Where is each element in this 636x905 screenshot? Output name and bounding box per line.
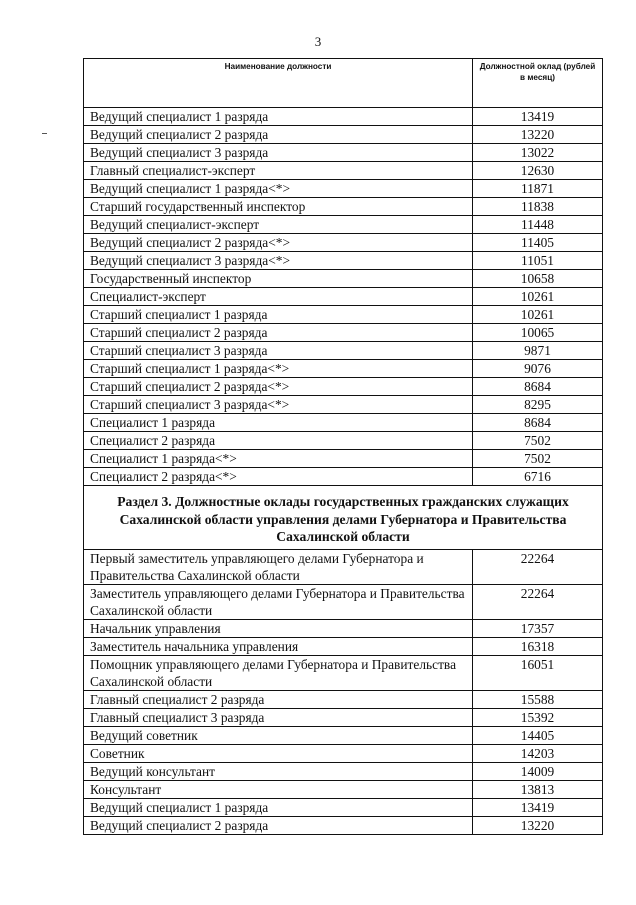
- table-row: [84, 780, 603, 798]
- table-row: [84, 637, 603, 655]
- position-name: Главный специалист-эксперт: [84, 162, 473, 180]
- salary-value: 11838: [473, 198, 603, 216]
- section-3-title: Раздел 3. Должностные оклады государственных гражданских служащих Сахалинской области управления делами Губернатора и Правительства Сахалинской области: [84, 486, 603, 550]
- position-name: Специалист-эксперт: [84, 288, 473, 306]
- position-name: Ведущий специалист 3 разряда: [84, 144, 473, 162]
- table-row: [84, 619, 603, 637]
- position-name: Главный специалист 3 разряда: [84, 708, 473, 726]
- salary-value: 9871: [473, 342, 603, 360]
- salary-value: 15392: [473, 708, 603, 726]
- table-row: [84, 744, 603, 762]
- position-name: Первый заместитель управляющего делами Губернатора и Правительства Сахалинской области: [84, 549, 473, 584]
- table-row: [84, 144, 603, 162]
- position-name: Ведущий советник: [84, 726, 473, 744]
- salary-value: 13419: [473, 798, 603, 816]
- position-name: Старший специалист 2 разряда<*>: [84, 378, 473, 396]
- salary-value: 16318: [473, 637, 603, 655]
- position-name: Специалист 1 разряда<*>: [84, 450, 473, 468]
- salary-value: 13022: [473, 144, 603, 162]
- margin-mark: [42, 133, 47, 134]
- salary-value: 7502: [473, 450, 603, 468]
- position-name: Консультант: [84, 780, 473, 798]
- salary-value: 15588: [473, 690, 603, 708]
- position-name: Старший государственный инспектор: [84, 198, 473, 216]
- salary-value: 8295: [473, 396, 603, 414]
- position-name: Ведущий специалист 1 разряда: [84, 798, 473, 816]
- page-number: 3: [314, 34, 322, 49]
- table-row: [84, 396, 603, 414]
- position-name: Специалист 2 разряда<*>: [84, 468, 473, 486]
- salary-value: 11051: [473, 252, 603, 270]
- salary-table: [83, 58, 603, 835]
- table-row: [84, 468, 603, 486]
- header-position: Наименование должности: [84, 59, 473, 108]
- salary-value: 14405: [473, 726, 603, 744]
- table-row: [84, 108, 603, 126]
- table-header-row: [84, 59, 603, 108]
- position-name: Ведущий специалист 2 разряда: [84, 126, 473, 144]
- position-name: Специалист 1 разряда: [84, 414, 473, 432]
- table-row: [84, 180, 603, 198]
- salary-value: 13813: [473, 780, 603, 798]
- table-row: [84, 252, 603, 270]
- salary-value: 7502: [473, 432, 603, 450]
- salary-value: 22264: [473, 549, 603, 584]
- position-name: Старший специалист 3 разряда: [84, 342, 473, 360]
- position-name: Старший специалист 1 разряда<*>: [84, 360, 473, 378]
- position-name: Советник: [84, 744, 473, 762]
- salary-value: 11448: [473, 216, 603, 234]
- salary-value: 14009: [473, 762, 603, 780]
- salary-value: 13220: [473, 126, 603, 144]
- salary-value: 13220: [473, 816, 603, 834]
- position-name: Государственный инспектор: [84, 270, 473, 288]
- table-row: [84, 360, 603, 378]
- table-row: [84, 762, 603, 780]
- salary-value: 8684: [473, 414, 603, 432]
- salary-value: 10658: [473, 270, 603, 288]
- table-row: [84, 655, 603, 690]
- position-name: Помощник управляющего делами Губернатора и Правительства Сахалинской области: [84, 655, 473, 690]
- position-name: Ведущий специалист 2 разряда<*>: [84, 234, 473, 252]
- salary-value: 10261: [473, 288, 603, 306]
- salary-value: 13419: [473, 108, 603, 126]
- table-row: [84, 216, 603, 234]
- position-name: Ведущий консультант: [84, 762, 473, 780]
- table-row: [84, 270, 603, 288]
- table-row: [84, 432, 603, 450]
- salary-value: 10065: [473, 324, 603, 342]
- table-row: [84, 198, 603, 216]
- salary-value: 6716: [473, 468, 603, 486]
- table-row: [84, 414, 603, 432]
- position-name: Главный специалист 2 разряда: [84, 690, 473, 708]
- table-row: [84, 726, 603, 744]
- salary-value: 14203: [473, 744, 603, 762]
- table-row: [84, 342, 603, 360]
- header-salary: Должностной оклад (рублей в месяц): [473, 59, 603, 108]
- position-name: Старший специалист 3 разряда<*>: [84, 396, 473, 414]
- table-row: [84, 306, 603, 324]
- section-heading-row: [84, 486, 603, 550]
- position-name: Старший специалист 2 разряда: [84, 324, 473, 342]
- table-row: [84, 378, 603, 396]
- salary-value: 8684: [473, 378, 603, 396]
- position-name: Ведущий специалист 2 разряда: [84, 816, 473, 834]
- salary-value: 22264: [473, 584, 603, 619]
- table-row: [84, 324, 603, 342]
- salary-value: 11871: [473, 180, 603, 198]
- position-name: Заместитель начальника управления: [84, 637, 473, 655]
- position-name: Старший специалист 1 разряда: [84, 306, 473, 324]
- table-row: [84, 234, 603, 252]
- table-row: [84, 816, 603, 834]
- position-name: Заместитель управляющего делами Губернатора и Правительства Сахалинской области: [84, 584, 473, 619]
- table-row: [84, 126, 603, 144]
- table-row: [84, 690, 603, 708]
- table-row: [84, 584, 603, 619]
- table-row: [84, 798, 603, 816]
- position-name: Начальник управления: [84, 619, 473, 637]
- table-row: [84, 549, 603, 584]
- salary-value: 16051: [473, 655, 603, 690]
- table-row: [84, 708, 603, 726]
- salary-value: 9076: [473, 360, 603, 378]
- salary-value: 11405: [473, 234, 603, 252]
- position-name: Ведущий специалист 1 разряда<*>: [84, 180, 473, 198]
- position-name: Ведущий специалист 3 разряда<*>: [84, 252, 473, 270]
- position-name: Ведущий специалист-эксперт: [84, 216, 473, 234]
- salary-value: 17357: [473, 619, 603, 637]
- position-name: Специалист 2 разряда: [84, 432, 473, 450]
- table-row: [84, 450, 603, 468]
- position-name: Ведущий специалист 1 разряда: [84, 108, 473, 126]
- table-row: [84, 162, 603, 180]
- table-row: [84, 288, 603, 306]
- salary-value: 10261: [473, 306, 603, 324]
- salary-value: 12630: [473, 162, 603, 180]
